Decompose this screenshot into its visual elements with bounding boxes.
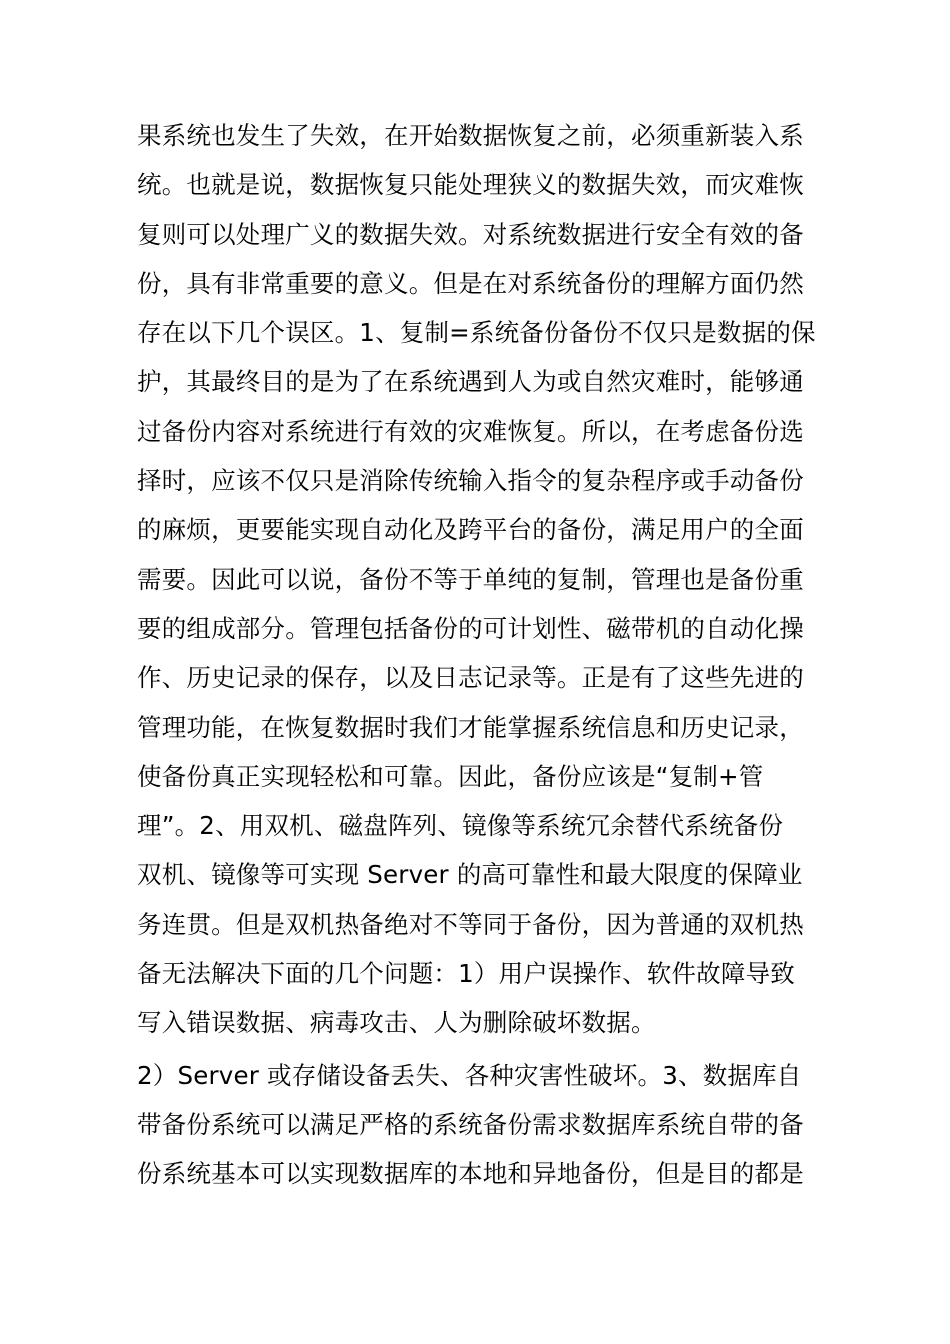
text-line: 份，具有非常重要的意义。但是在对系统备份的理解方面仍然 — [137, 268, 804, 298]
text-line: 需要。因此可以说，备份不等于单纯的复制，管理也是备份重 — [137, 564, 804, 594]
text-line: 带备份系统可以满足严格的系统备份需求数据库系统自带的备 — [137, 1109, 804, 1139]
text-line: 择时，应该不仅只是消除传统输入指令的复杂程序或手动备份 — [137, 466, 804, 496]
text-line: 复则可以处理广义的数据失效。对系统数据进行安全有效的备 — [137, 219, 804, 249]
text-line: 要的组成部分。管理包括备份的可计划性、磁带机的自动化操 — [137, 613, 804, 643]
text-line: 理”。2、用双机、磁盘阵列、镜像等系统冗余替代系统备份 — [137, 811, 784, 841]
text-line: 果系统也发生了失效，在开始数据恢复之前，必须重新装入系 — [137, 121, 804, 150]
text-line: 写入错误数据、病毒攻击、人为删除破坏数据。 — [137, 1008, 656, 1038]
text-line: 作、历史记录的保存，以及日志记录等。正是有了这些先进的 — [137, 663, 804, 693]
text-line: 存在以下几个误区。1、复制=系统备份备份不仅只是数据的保 — [137, 318, 816, 348]
text-line: 备无法解决下面的几个问题：1）用户误操作、软件故障导致 — [137, 959, 795, 989]
text-line: 2）Server 或存储设备丢失、各种灾害性破坏。3、数据库自 — [137, 1060, 802, 1090]
text-line: 护，其最终目的是为了在系统遇到人为或自然灾难时，能够通 — [137, 367, 804, 397]
text-line: 使备份真正实现轻松和可靠。因此，备份应该是“复制+管 — [137, 761, 764, 791]
text-line: 统。也就是说，数据恢复只能处理狭义的数据失效，而灾难恢 — [137, 170, 804, 200]
text-line: 双机、镜像等可实现 Server 的高可靠性和最大限度的保障业 — [137, 860, 803, 890]
text-line: 份系统基本可以实现数据库的本地和异地备份，但是目的都是 — [137, 1159, 804, 1189]
body-text — [137, 111, 817, 1199]
text-line: 的麻烦，更要能实现自动化及跨平台的备份，满足用户的全面 — [137, 515, 804, 545]
text-line: 务连贯。但是双机热备绝对不等同于备份，因为普通的双机热 — [137, 909, 804, 939]
text-line: 过备份内容对系统进行有效的灾难恢复。所以，在考虑备份选 — [137, 416, 804, 446]
text-line: 管理功能，在恢复数据时我们才能掌握系统信息和历史记录， — [137, 712, 804, 742]
